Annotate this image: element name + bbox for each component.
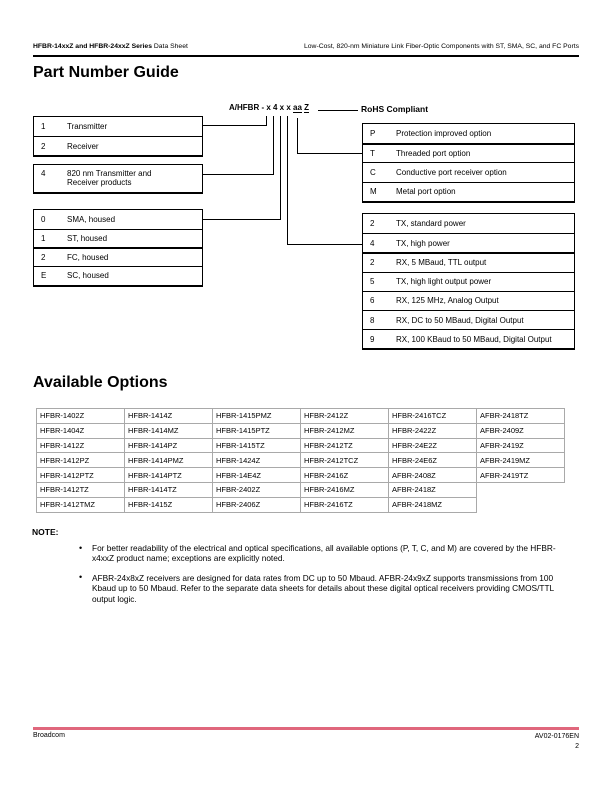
options-table (36, 408, 565, 513)
row-code: 8 (370, 315, 375, 325)
box-row (363, 143, 574, 162)
header-left (33, 43, 188, 50)
connector-line (273, 116, 274, 174)
row-label: RX, DC to 50 MBaud, Digital Output (396, 315, 524, 325)
diagram-box-port-options (362, 123, 575, 203)
row-code: 2 (41, 253, 46, 263)
table-cell-empty (477, 482, 565, 497)
table-cell: HFBR-1415Z (125, 497, 213, 512)
row-label: ST, housed (67, 234, 108, 244)
connector-line (318, 110, 358, 111)
row-label: FC, housed (67, 253, 109, 263)
diagram-box-performance (362, 213, 575, 350)
row-code: 2 (41, 141, 46, 151)
table-row (37, 482, 565, 497)
row-code: 4 (41, 168, 46, 178)
row-label: RX, 125 MHz, Analog Output (396, 296, 499, 306)
table-cell: HFBR-2412MZ (301, 423, 389, 438)
table-cell: HFBR-1412Z (37, 438, 125, 453)
table-cell: HFBR-1412PZ (37, 453, 125, 468)
connector-line (203, 219, 281, 220)
table-cell: AFBR-2409Z (477, 423, 565, 438)
box-row (34, 229, 202, 248)
footer-rule (33, 727, 579, 730)
table-cell: HFBR-1415TZ (213, 438, 301, 453)
row-code: P (370, 129, 376, 139)
bullet-icon: • (79, 572, 83, 583)
table-cell: HFBR-2402Z (213, 482, 301, 497)
row-label (67, 165, 202, 188)
row-code: 2 (370, 219, 375, 229)
table-cell: HFBR-2412TZ (301, 438, 389, 453)
row-label: Threaded port option (396, 149, 471, 159)
row-label: TX, standard power (396, 219, 466, 229)
header-product-series: HFBR-14xxZ and HFBR-24xxZ Series (33, 43, 152, 50)
table-cell: HFBR-1414TZ (125, 482, 213, 497)
table-cell: HFBR-2412TCZ (301, 453, 389, 468)
table-row (37, 423, 565, 438)
table-cell: HFBR-2406Z (213, 497, 301, 512)
box-row (34, 165, 202, 192)
table-cell-empty (477, 497, 565, 512)
connector-line (287, 244, 362, 245)
diagram-box-housing (33, 209, 203, 287)
row-label: Conductive port receiver option (396, 167, 507, 177)
rohs-label: RoHS Compliant (361, 104, 429, 114)
table-row (37, 468, 565, 483)
row-code: 1 (41, 234, 46, 244)
available-options-title: Available Options (33, 374, 168, 391)
table-cell: HFBR-1402Z (37, 409, 125, 424)
table-cell: HFBR-1412TMZ (37, 497, 125, 512)
row-label: TX, high power (396, 238, 450, 248)
connector-line (287, 116, 288, 244)
row-code: 0 (41, 214, 46, 224)
footer-brand: Broadcom (33, 732, 65, 739)
table-cell: HFBR-2416TCZ (389, 409, 477, 424)
table-cell: HFBR-1414MZ (125, 423, 213, 438)
table-cell: HFBR-24E6Z (389, 453, 477, 468)
table-row (37, 409, 565, 424)
box-row (363, 214, 574, 233)
row-code: 9 (370, 334, 375, 344)
header-doc-type: Data Sheet (151, 43, 188, 50)
row-label-line2: Receiver products (67, 178, 132, 188)
table-cell: AFBR-2419MZ (477, 453, 565, 468)
connector-line (297, 118, 298, 153)
table-cell: HFBR-1404Z (37, 423, 125, 438)
row-label: SMA, housed (67, 214, 116, 224)
row-label: Metal port option (396, 187, 456, 197)
row-label: Receiver (67, 141, 99, 151)
table-cell: AFBR-2419TZ (477, 468, 565, 483)
box-row (363, 252, 574, 271)
table-cell: HFBR-1424Z (213, 453, 301, 468)
part-number (229, 103, 309, 113)
note-label: NOTE: (32, 527, 59, 537)
box-row (34, 136, 202, 155)
table-cell: HFBR-1414PMZ (125, 453, 213, 468)
row-code: E (41, 271, 47, 281)
table-cell: AFBR-2418Z (389, 482, 477, 497)
diagram-box-device-type (33, 116, 203, 157)
box-row (363, 182, 574, 201)
table-cell: HFBR-1415PMZ (213, 409, 301, 424)
bullet-icon: • (79, 542, 83, 553)
row-label: Protection improved option (396, 129, 492, 139)
note-list (33, 542, 556, 613)
table-cell: HFBR-2422Z (389, 423, 477, 438)
note-bullet (79, 542, 570, 564)
box-row (34, 117, 202, 136)
box-row (363, 233, 574, 252)
table-cell: AFBR-2419Z (477, 438, 565, 453)
part-number-prefix: A/HFBR - x 4 x x (229, 103, 291, 112)
page-title: Part Number Guide (33, 64, 179, 81)
table-row (37, 497, 565, 512)
table-cell: HFBR-1414PZ (125, 438, 213, 453)
connector-line (203, 174, 274, 175)
table-cell: AFBR-2418MZ (389, 497, 477, 512)
note-bullet (79, 572, 570, 604)
table-cell: HFBR-1412TZ (37, 482, 125, 497)
footer-doc-number: AV02-0176EN (534, 733, 579, 740)
box-row (363, 124, 574, 143)
table-cell: HFBR-2412Z (301, 409, 389, 424)
table-row (37, 453, 565, 468)
table-cell: HFBR-2416MZ (301, 482, 389, 497)
row-label: SC, housed (67, 271, 109, 281)
row-code: 6 (370, 296, 375, 306)
header-subtitle: Low-Cost, 820-nm Miniature Link Fiber-Optic Components with ST, SMA, SC, and FC Ports (304, 43, 579, 50)
row-label: TX, high light output power (396, 277, 492, 287)
table-cell: HFBR-24E2Z (389, 438, 477, 453)
row-label-line1: 820 nm Transmitter and (67, 168, 152, 178)
table-cell: AFBR-2418TZ (477, 409, 565, 424)
box-row (363, 272, 574, 291)
table-cell: AFBR-2408Z (389, 468, 477, 483)
box-row (34, 247, 202, 266)
table-cell: HFBR-2416Z (301, 468, 389, 483)
table-cell: HFBR-2416TZ (301, 497, 389, 512)
part-number-aa: aa (293, 103, 302, 112)
note-bullet-text: AFBR-24x8xZ receivers are designed for data rates from DC up to 50 Mbaud. AFBR-24x9xZ supports transmissions from 100 Kbaud up to 50 Mbaud. Refer to the separate data sheets for details about these digital optical receivers providing CMOS/TTL output logic. (92, 572, 554, 604)
box-row (363, 310, 574, 329)
row-code: 1 (41, 122, 46, 131)
footer-right (535, 732, 579, 751)
table-cell: HFBR-1415PTZ (213, 423, 301, 438)
row-code: C (370, 167, 376, 177)
row-code: 5 (370, 277, 375, 287)
row-label: RX, 5 MBaud, TTL output (396, 258, 487, 268)
footer-page-number: 2 (575, 742, 579, 750)
table-cell: HFBR-1412PTZ (37, 468, 125, 483)
box-row (363, 162, 574, 181)
connector-line (297, 153, 362, 154)
connector-line (280, 116, 281, 219)
table-cell: HFBR-1414PTZ (125, 468, 213, 483)
box-row (363, 329, 574, 348)
note-bullet-text: For better readability of the electrical and optical specifications, all available options (P, T, C, and M) are covered by the HFBR-x4xxZ product name; exceptions are explicitly noted. (92, 543, 556, 564)
row-code: 2 (370, 258, 375, 268)
diagram-box-wavelength (33, 164, 203, 194)
box-row (34, 210, 202, 229)
row-label: RX, 100 KBaud to 50 MBaud, Digital Output (396, 334, 552, 344)
header-rule (33, 55, 579, 57)
part-number-z: Z (304, 103, 310, 112)
box-row (34, 266, 202, 285)
table-cell: HFBR-1414Z (125, 409, 213, 424)
row-code: T (370, 149, 375, 159)
table-cell: HFBR-14E4Z (213, 468, 301, 483)
row-code: 4 (370, 238, 375, 248)
row-label: Transmitter (67, 122, 108, 131)
table-row (37, 438, 565, 453)
connector-line (203, 125, 267, 126)
row-code: M (370, 187, 377, 197)
box-row (363, 291, 574, 310)
